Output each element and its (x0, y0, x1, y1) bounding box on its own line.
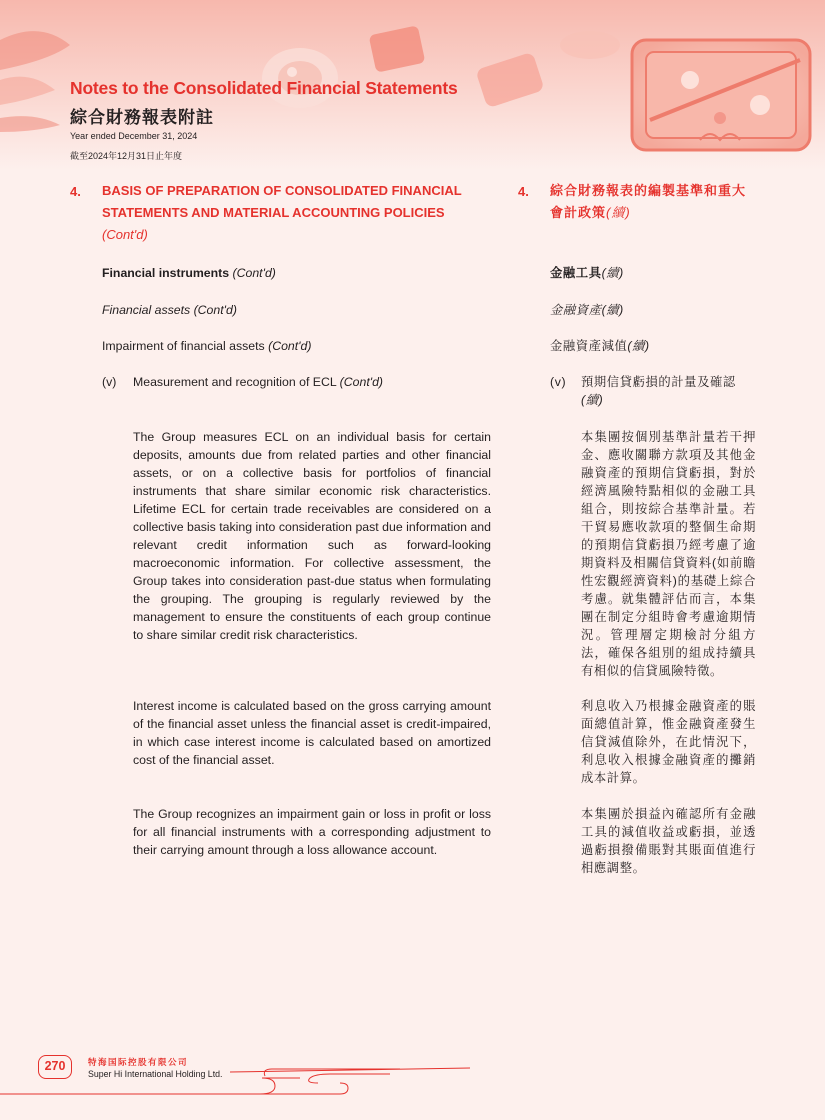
footer-wave-decoration (0, 1050, 480, 1100)
section-heading-chinese-contd: (續) (606, 205, 631, 220)
period-label: Year ended December 31, 2024 (70, 131, 198, 141)
paragraph-zh-3: 本集團於損益內確認所有金融工具的減值收益或虧損，並透過虧損撥備賬對其賬面值進行相應調整。 (581, 807, 756, 875)
subheading-financial-instruments-chinese (550, 264, 624, 282)
page-number: 270 (38, 1055, 72, 1079)
subheading-impairment-contd: (Cont'd) (268, 339, 312, 353)
item-label: (v) (102, 375, 117, 389)
paragraph-en-1: The Group measures ECL on an individual basis for certain deposits, amounts due from related parties and other financial assets, or on a collective basis for portfolios of financial instruments that share similar economic risk characteristics. Lifetime ECL for certain trade receivables are considered on a collective basis taking into consideration past due information and relevant credit information such as forward-looking macroeconomic information. For collective assessment, the Group takes into consideration past-due status when formulating the grouping. The grouping is regularly reviewed by the management to ensure the constituents of each group continue to share similar credit risk characteristics. (133, 430, 491, 642)
subheading-impairment-chinese (550, 337, 650, 355)
item-heading-text: Measurement and recognition of ECL (133, 375, 337, 389)
subheading-financial-assets-chinese: 金融資產(續) (550, 303, 624, 317)
subheading-financial-instruments-text: Financial instruments (102, 266, 230, 280)
section-number-chinese: 4. (518, 184, 529, 199)
subheading-financial-instruments-chinese-contd: (續) (601, 266, 624, 280)
section-heading-chinese (550, 180, 760, 224)
section-heading-contd: (Cont'd) (102, 227, 148, 242)
subheading-financial-instruments-contd: (Cont'd) (232, 266, 276, 280)
subheading-financial-assets: Financial assets (Cont'd) (102, 303, 237, 317)
item-heading-chinese-contd: (續) (581, 393, 604, 407)
subheading-impairment-text: Impairment of financial assets (102, 339, 265, 353)
subheading-financial-instruments (102, 264, 276, 282)
company-name-chinese: 特海国际控股有限公司 (88, 1057, 189, 1067)
subheading-impairment (102, 337, 311, 355)
page-title-chinese: 綜合財務報表附註 (70, 108, 214, 127)
period-label-chinese: 截至2024年12月31日止年度 (70, 151, 183, 161)
paragraph-zh-2: 利息收入乃根據金融資產的賬面總值計算，惟金融資產發生信貸減值除外，在此情況下，利息收入根據金融資產的攤銷成本計算。 (581, 699, 756, 785)
section-heading-line-2: STATEMENTS AND MATERIAL ACCOUNTING POLICIES (102, 205, 445, 220)
paragraph-zh-1: 本集團按個別基準計量若干押金、應收關聯方款項及其他金融資產的預期信貸虧損，對於經濟風險特點相似的金融工具組合，則按綜合基準計量。若干貿易應收款項的整個生命期的預期信貸虧損乃經考慮了逾期資料及相關信貸資料(如前瞻性宏觀經濟資料)的基礎上綜合考慮。就集體評估而言，本集團在制定分組時會考慮逾期情況。管理層定期檢討分組方法，確保各組別的組成持續具有相似的信貸風險特徵。 (581, 430, 756, 678)
paragraph-en-3: The Group recognizes an impairment gain or loss in profit or loss for all financial instruments with a corresponding adjustment to their carrying amount through a loss allowance account. (133, 807, 491, 857)
item-heading-chinese (581, 373, 756, 409)
item-heading (133, 373, 383, 391)
item-heading-contd: (Cont'd) (339, 375, 384, 389)
section-heading (102, 180, 494, 246)
company-name: Super Hi International Holding Ltd. (88, 1069, 223, 1079)
subheading-impairment-chinese-text: 金融資產減值 (550, 339, 628, 353)
section-number: 4. (70, 184, 81, 199)
section-heading-chinese-line-1: 綜合財務報表的編製基準和重大 (550, 183, 747, 198)
hotpot-decoration (632, 40, 810, 150)
section-heading-chinese-line-2: 會計政策 (550, 205, 607, 220)
subheading-impairment-chinese-contd: (續) (627, 339, 650, 353)
section-heading-line-1: BASIS OF PREPARATION OF CONSOLIDATED FINANCIAL (102, 183, 462, 198)
paragraph-en-2: Interest income is calculated based on the gross carrying amount of the financial asset unless the financial asset is credit-impaired, in which case interest income is calculated based on amortized cost of the financial asset. (133, 699, 491, 767)
page-title: Notes to the Consolidated Financial Statements (70, 78, 458, 98)
subheading-financial-instruments-chinese-text: 金融工具 (550, 266, 602, 280)
item-label-chinese: (v) (550, 375, 567, 389)
item-heading-chinese-text: 預期信貸虧損的計量及確認 (581, 375, 736, 389)
